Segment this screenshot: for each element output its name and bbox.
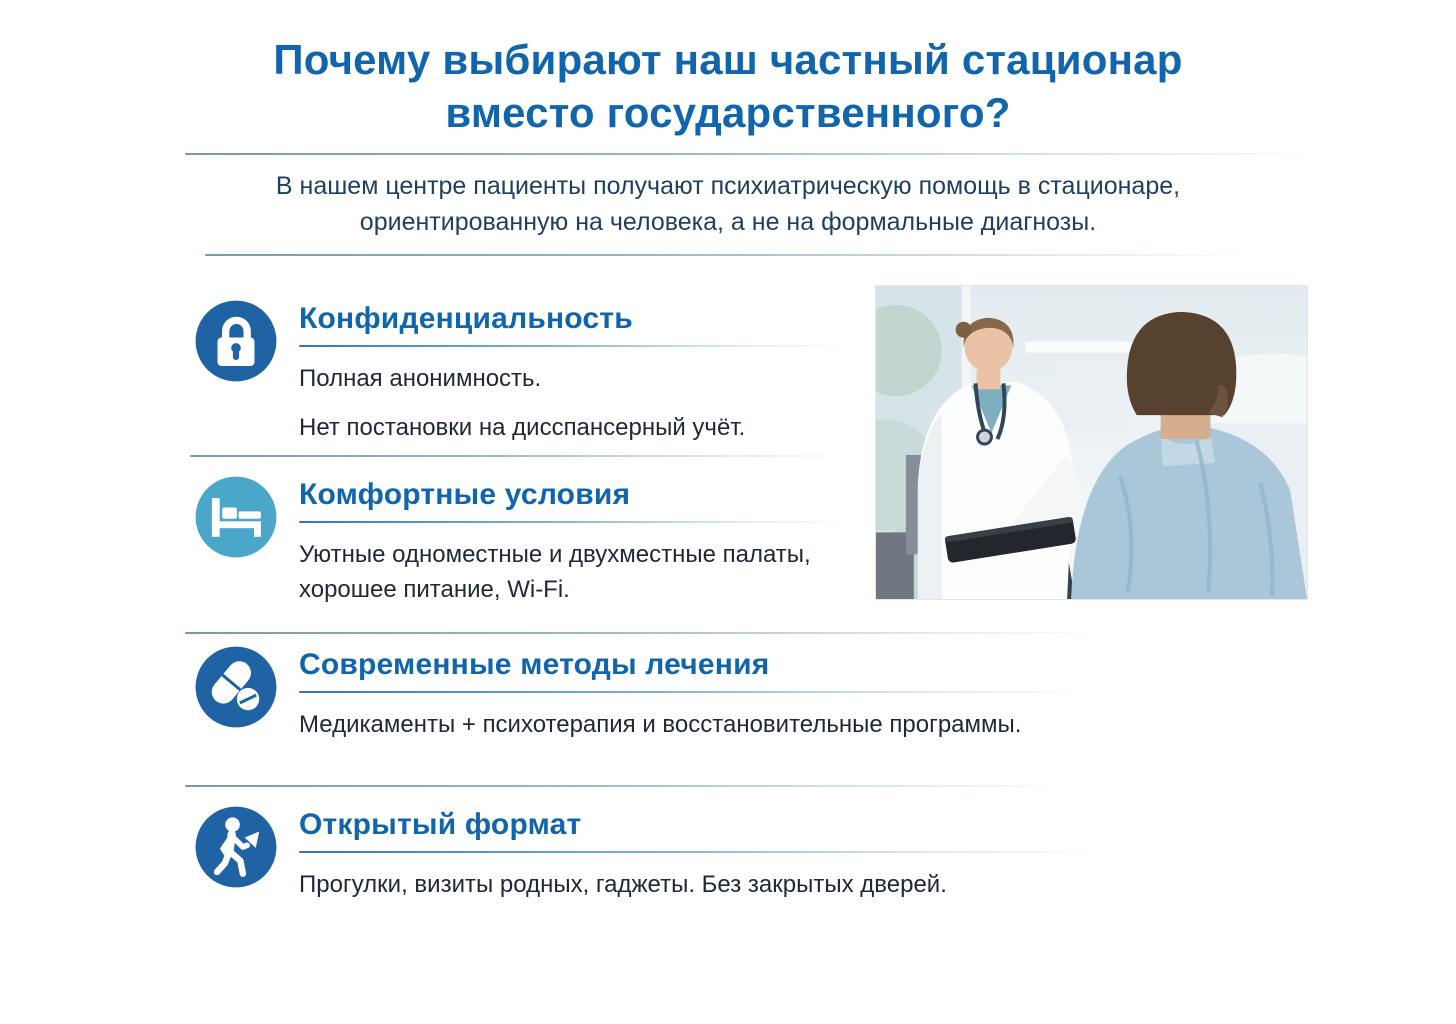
section-divider: [185, 785, 1065, 787]
page-subtitle-line2: ориентированную на человека, а не на формальные диагнозы.: [359, 208, 1097, 237]
feature-text-line: Медикаменты + психотерапия и восстановительные программы.: [299, 711, 1022, 738]
heading-underline: [299, 521, 846, 523]
section-divider: [185, 632, 1100, 634]
bed-icon: [193, 474, 279, 560]
walking-person-icon: [193, 804, 279, 890]
feature-confidentiality: [193, 298, 846, 446]
feature-title: Современные методы лечения: [299, 648, 770, 681]
feature-text-line: Полная анонимность.: [299, 365, 542, 392]
heading-underline: [299, 345, 846, 347]
page-subtitle: [158, 168, 1298, 241]
feature-title: Открытый формат: [299, 808, 582, 841]
feature-text-line: Прогулки, визиты родных, гаджеты. Без закрытых дверей.: [299, 871, 947, 898]
heading-underline: [299, 851, 1099, 853]
section-divider: [190, 455, 845, 457]
page-title-line2: вместо государственного?: [445, 88, 1011, 136]
feature-title: Комфортные условия: [299, 478, 631, 511]
pills-icon: [193, 644, 279, 730]
page-title-line1: Почему выбирают наш частный стационар: [273, 36, 1183, 83]
feature-text-line: хорошее питание, Wi-Fi.: [299, 575, 570, 603]
doctor-patient-photo: [875, 285, 1308, 600]
lock-icon: [193, 298, 279, 384]
feature-title: Конфиденциальность: [299, 302, 633, 335]
feature-text-line: Нет постановки на дисспансерный учёт.: [299, 413, 746, 441]
title-divider: [185, 153, 1325, 155]
feature-text-line: Уютные одноместные и двухместные палаты,: [299, 541, 811, 568]
heading-underline: [299, 691, 1089, 693]
page-title: [158, 34, 1298, 140]
feature-open-format: [193, 804, 1099, 903]
subtitle-divider: [205, 254, 1250, 256]
page-subtitle-line1: В нашем центре пациенты получают психиатрическую помощь в стационаре,: [275, 172, 1181, 200]
feature-treatment-methods: [193, 644, 1089, 743]
feature-comfort: [193, 474, 846, 608]
